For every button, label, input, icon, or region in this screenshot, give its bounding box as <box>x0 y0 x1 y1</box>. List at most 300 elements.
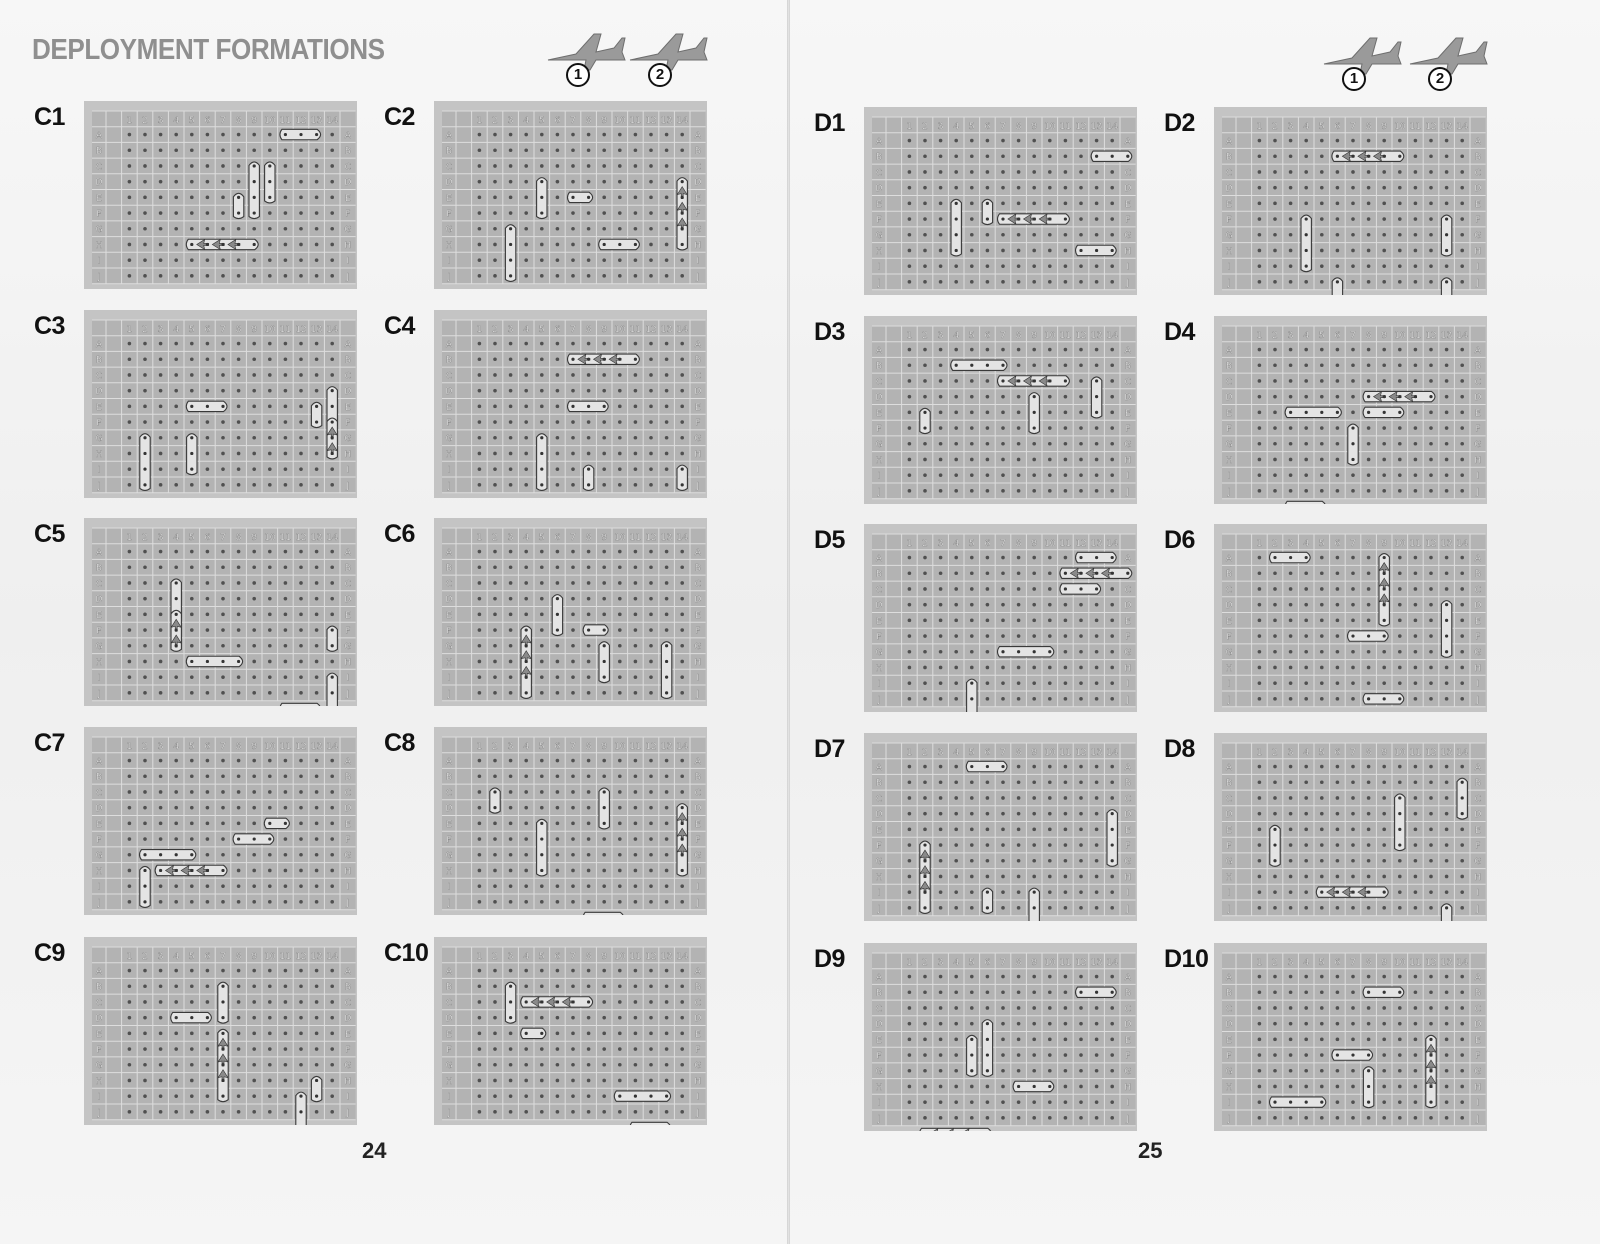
boat-ship <box>1301 215 1311 272</box>
formation-board <box>434 727 707 915</box>
peg-hole <box>252 436 256 440</box>
ship-peg <box>1414 395 1417 398</box>
peg-hole <box>1258 1116 1262 1120</box>
ship-peg <box>1111 249 1114 252</box>
peg-hole <box>1414 796 1418 800</box>
peg-hole <box>268 660 272 664</box>
column-label: 12 <box>1075 747 1087 758</box>
peg-hole <box>1273 796 1277 800</box>
peg-hole <box>1320 473 1324 477</box>
peg-hole <box>315 884 319 888</box>
row-label-left: A <box>95 967 103 978</box>
row-label-right: D <box>344 804 352 815</box>
peg-hole <box>159 258 163 262</box>
peg-hole <box>1079 975 1083 979</box>
peg-hole <box>315 373 319 377</box>
peg-hole <box>571 342 575 346</box>
board-svg <box>864 524 1137 712</box>
peg-hole <box>634 389 638 393</box>
peg-hole <box>540 1110 544 1114</box>
peg-hole <box>1289 139 1293 143</box>
row-label-left: C <box>95 998 103 1009</box>
peg-hole <box>268 274 272 278</box>
peg-hole <box>939 1053 943 1057</box>
peg-hole <box>237 483 241 487</box>
peg-hole <box>954 666 958 670</box>
peg-hole <box>1095 765 1099 769</box>
ship-peg <box>268 196 271 199</box>
peg-hole <box>618 436 622 440</box>
peg-hole <box>954 473 958 477</box>
ship-peg <box>1336 891 1339 894</box>
peg-hole <box>268 243 272 247</box>
peg-hole <box>1032 1038 1036 1042</box>
peg-hole <box>1289 697 1293 701</box>
column-label: 9 <box>251 532 258 543</box>
peg-hole <box>1367 473 1371 477</box>
peg-hole <box>571 180 575 184</box>
peg-hole <box>649 774 653 778</box>
row-label-right: H <box>344 449 352 460</box>
peg-hole <box>174 1079 178 1083</box>
peg-hole <box>284 1079 288 1083</box>
peg-hole <box>1398 1116 1402 1120</box>
peg-hole <box>587 550 591 554</box>
peg-hole <box>1032 202 1036 206</box>
player-number-badge: 2 <box>1428 67 1452 91</box>
ship-peg <box>681 806 684 809</box>
column-label: 7 <box>1000 121 1006 132</box>
peg-hole <box>330 1032 334 1036</box>
peg-hole <box>143 373 147 377</box>
peg-hole <box>587 1047 591 1051</box>
peg-hole <box>1048 765 1052 769</box>
formation-board <box>84 727 357 915</box>
peg-hole <box>923 217 927 221</box>
formation-board <box>1214 733 1487 921</box>
peg-hole <box>1289 154 1293 158</box>
row-label-left: H <box>1225 872 1233 883</box>
peg-hole <box>252 790 256 794</box>
peg-hole <box>174 196 178 200</box>
column-label: 10 <box>1394 538 1406 549</box>
column-label: 5 <box>188 532 195 543</box>
row-label-right: E <box>694 610 701 621</box>
row-label-left: E <box>446 193 452 204</box>
row-label-right: B <box>694 563 701 574</box>
peg-hole <box>330 774 334 778</box>
board-svg <box>864 316 1137 504</box>
peg-hole <box>143 613 147 617</box>
peg-hole <box>986 139 990 143</box>
peg-hole <box>159 1063 163 1067</box>
peg-hole <box>1110 1022 1114 1026</box>
boat-ship <box>1270 552 1311 562</box>
column-label: 2 <box>922 747 928 758</box>
row-label-left: I <box>97 465 101 476</box>
peg-hole <box>1351 379 1355 383</box>
ship-peg <box>1383 587 1386 590</box>
peg-hole <box>190 389 194 393</box>
boat-ship <box>966 761 1007 771</box>
peg-hole <box>1273 473 1277 477</box>
peg-hole <box>1110 1053 1114 1057</box>
ship-peg <box>175 597 178 600</box>
peg-hole <box>1367 1022 1371 1026</box>
peg-hole <box>954 1053 958 1057</box>
row-label-right: G <box>1474 231 1482 242</box>
ship-peg <box>1383 891 1386 894</box>
row-label-right: B <box>344 982 351 993</box>
ship-peg <box>1445 619 1448 622</box>
peg-hole <box>1382 202 1386 206</box>
ship-peg <box>618 243 621 246</box>
peg-hole <box>330 1063 334 1067</box>
row-label-right: F <box>345 1045 351 1056</box>
peg-hole <box>1382 442 1386 446</box>
row-label-right: H <box>1124 872 1132 883</box>
ship-peg <box>540 483 543 486</box>
peg-hole <box>954 765 958 769</box>
peg-hole <box>1032 619 1036 623</box>
peg-hole <box>540 420 544 424</box>
row-label-left: G <box>95 434 103 445</box>
peg-hole <box>190 227 194 231</box>
row-label-left: F <box>446 626 452 637</box>
peg-hole <box>923 395 927 399</box>
peg-hole <box>237 597 241 601</box>
peg-hole <box>159 1094 163 1098</box>
ship-peg <box>268 822 271 825</box>
peg-hole <box>1398 666 1402 670</box>
peg-hole <box>923 1100 927 1104</box>
peg-hole <box>1414 634 1418 638</box>
column-label: 4 <box>173 115 180 126</box>
peg-hole <box>1414 264 1418 268</box>
peg-hole <box>1351 1069 1355 1073</box>
peg-hole <box>330 243 334 247</box>
peg-hole <box>1414 765 1418 769</box>
peg-hole <box>330 227 334 231</box>
peg-hole <box>509 565 513 569</box>
peg-hole <box>1001 906 1005 910</box>
peg-hole <box>1095 975 1099 979</box>
peg-hole <box>1445 458 1449 462</box>
peg-hole <box>1414 139 1418 143</box>
formation-label: C8 <box>384 729 415 757</box>
ship-peg <box>634 243 637 246</box>
column-label: 8 <box>585 951 592 962</box>
peg-hole <box>1351 603 1355 607</box>
peg-hole <box>970 650 974 654</box>
peg-hole <box>1258 1038 1262 1042</box>
ship-peg <box>1273 1101 1276 1104</box>
peg-hole <box>1064 619 1068 623</box>
row-label-left: A <box>1225 554 1233 565</box>
row-label-right: D <box>1124 393 1132 404</box>
peg-hole <box>478 969 482 973</box>
ship-peg <box>540 452 543 455</box>
ship-peg <box>1001 379 1004 382</box>
row-label-left: D <box>1225 1020 1233 1031</box>
peg-hole <box>1079 473 1083 477</box>
peg-hole <box>634 900 638 904</box>
board-svg <box>434 518 707 706</box>
peg-hole <box>1336 264 1340 268</box>
peg-hole <box>159 405 163 409</box>
peg-hole <box>128 1000 132 1004</box>
peg-hole <box>680 420 684 424</box>
peg-hole <box>1398 619 1402 623</box>
peg-hole <box>128 1047 132 1051</box>
column-label: 7 <box>1000 330 1006 341</box>
row-label-left: B <box>95 146 103 157</box>
peg-hole <box>1064 906 1068 910</box>
peg-hole <box>908 906 912 910</box>
peg-hole <box>649 613 653 617</box>
column-label: 4 <box>523 532 530 543</box>
peg-hole <box>1110 603 1114 607</box>
peg-hole <box>478 660 482 664</box>
row-label-left: B <box>445 982 453 993</box>
peg-hole <box>571 869 575 873</box>
peg-hole <box>602 148 606 152</box>
peg-hole <box>1032 859 1036 863</box>
boat-ship <box>1441 601 1451 658</box>
carrier-ship <box>1426 1035 1436 1107</box>
peg-hole <box>1351 556 1355 560</box>
row-label-right: I <box>696 882 700 893</box>
peg-hole <box>330 467 334 471</box>
peg-hole <box>1273 186 1277 190</box>
column-label: 14 <box>1456 121 1468 132</box>
column-label: 11 <box>1409 957 1422 968</box>
peg-hole <box>1064 890 1068 894</box>
peg-hole <box>1289 890 1293 894</box>
peg-hole <box>939 202 943 206</box>
peg-hole <box>1414 348 1418 352</box>
peg-hole <box>602 853 606 857</box>
peg-hole <box>237 822 241 826</box>
column-label: 13 <box>1440 330 1453 341</box>
peg-hole <box>1367 489 1371 493</box>
peg-hole <box>587 822 591 826</box>
peg-hole <box>190 148 194 152</box>
peg-hole <box>1001 1100 1005 1104</box>
row-label-right: I <box>346 882 350 893</box>
peg-hole <box>1273 1053 1277 1057</box>
peg-hole <box>970 395 974 399</box>
column-label: 4 <box>523 951 530 962</box>
peg-hole <box>237 628 241 632</box>
ship-peg <box>1095 572 1098 575</box>
peg-hole <box>1445 828 1449 832</box>
column-label: 13 <box>1440 538 1453 549</box>
peg-hole <box>284 148 288 152</box>
peg-hole <box>1460 1085 1464 1089</box>
peg-hole <box>509 759 513 763</box>
ship-peg <box>190 452 193 455</box>
ship-peg <box>1336 1053 1339 1056</box>
peg-hole <box>330 984 334 988</box>
peg-hole <box>299 550 303 554</box>
row-label-right: A <box>1124 973 1131 984</box>
peg-hole <box>954 1085 958 1089</box>
boat-ship <box>233 193 243 218</box>
peg-hole <box>939 442 943 446</box>
ship-peg <box>1367 1053 1370 1056</box>
peg-hole <box>315 180 319 184</box>
row-label-left: E <box>876 616 882 627</box>
ship-peg <box>665 1095 668 1098</box>
peg-hole <box>1398 556 1402 560</box>
row-label-left: E <box>1226 408 1232 419</box>
peg-hole <box>1460 681 1464 685</box>
row-label-left: J <box>1227 1114 1231 1125</box>
ship-hull <box>1107 810 1117 867</box>
peg-hole <box>1095 217 1099 221</box>
ship-peg <box>1305 265 1308 268</box>
peg-hole <box>1095 650 1099 654</box>
column-label: 6 <box>204 115 211 126</box>
ship-peg <box>1305 1101 1308 1104</box>
peg-hole <box>478 1016 482 1020</box>
peg-hole <box>923 442 927 446</box>
peg-hole <box>1460 458 1464 462</box>
peg-hole <box>1414 812 1418 816</box>
column-label: 5 <box>968 538 975 549</box>
row-label-right: C <box>344 579 351 590</box>
row-label-right: F <box>695 209 701 220</box>
peg-hole <box>1398 473 1402 477</box>
ship-peg <box>1367 1085 1370 1088</box>
peg-hole <box>524 597 528 601</box>
peg-hole <box>634 691 638 695</box>
peg-hole <box>190 211 194 215</box>
peg-hole <box>1460 217 1464 221</box>
peg-hole <box>493 467 497 471</box>
peg-hole <box>923 348 927 352</box>
peg-hole <box>1445 1038 1449 1042</box>
boat-ship <box>1091 151 1132 161</box>
peg-hole <box>1064 796 1068 800</box>
row-label-right: A <box>1474 346 1481 357</box>
ship-peg <box>221 1000 224 1003</box>
page-number-left: 24 <box>362 1138 387 1163</box>
peg-hole <box>587 597 591 601</box>
peg-hole <box>1304 442 1308 446</box>
peg-hole <box>923 1006 927 1010</box>
peg-hole <box>174 806 178 810</box>
peg-hole <box>299 581 303 585</box>
peg-hole <box>587 869 591 873</box>
column-label: 11 <box>279 324 292 335</box>
peg-hole <box>1079 906 1083 910</box>
peg-hole <box>237 133 241 137</box>
peg-hole <box>128 759 132 763</box>
peg-hole <box>128 660 132 664</box>
peg-hole <box>571 227 575 231</box>
peg-hole <box>1398 489 1402 493</box>
row-label-left: F <box>446 418 452 429</box>
peg-hole <box>524 420 528 424</box>
column-label: 8 <box>585 741 592 752</box>
peg-hole <box>1351 666 1355 670</box>
peg-hole <box>190 774 194 778</box>
column-label: 11 <box>1409 538 1422 549</box>
peg-hole <box>680 405 684 409</box>
peg-hole <box>908 1006 912 1010</box>
peg-hole <box>493 550 497 554</box>
peg-hole <box>923 828 927 832</box>
peg-hole <box>1367 859 1371 863</box>
peg-hole <box>284 613 288 617</box>
peg-hole <box>649 691 653 695</box>
peg-hole <box>680 1110 684 1114</box>
peg-hole <box>908 619 912 623</box>
peg-hole <box>939 264 943 268</box>
peg-hole <box>1382 426 1386 430</box>
column-label: 11 <box>279 951 292 962</box>
peg-hole <box>206 357 210 361</box>
peg-hole <box>478 211 482 215</box>
player-1-jet-icon <box>546 30 626 94</box>
ship-peg <box>1429 395 1432 398</box>
peg-hole <box>509 1063 513 1067</box>
peg-hole <box>1304 634 1308 638</box>
peg-hole <box>268 774 272 778</box>
peg-hole <box>1048 489 1052 493</box>
peg-hole <box>1048 442 1052 446</box>
peg-hole <box>1258 202 1262 206</box>
peg-hole <box>237 675 241 679</box>
peg-hole <box>128 467 132 471</box>
peg-hole <box>221 483 225 487</box>
peg-hole <box>174 1063 178 1067</box>
peg-hole <box>268 1047 272 1051</box>
column-label: 14 <box>1456 538 1468 549</box>
ship-peg <box>299 1095 302 1098</box>
peg-hole <box>206 853 210 857</box>
peg-hole <box>1289 379 1293 383</box>
peg-hole <box>986 489 990 493</box>
peg-hole <box>299 869 303 873</box>
peg-hole <box>634 644 638 648</box>
peg-hole <box>315 452 319 456</box>
column-label: 11 <box>1059 121 1072 132</box>
peg-hole <box>174 483 178 487</box>
peg-hole <box>128 196 132 200</box>
ship-peg <box>1445 233 1448 236</box>
row-label-left: F <box>1226 215 1232 226</box>
row-label-left: D <box>95 178 103 189</box>
peg-hole <box>587 806 591 810</box>
peg-hole <box>159 806 163 810</box>
peg-hole <box>1382 796 1386 800</box>
peg-hole <box>1273 442 1277 446</box>
peg-hole <box>1095 473 1099 477</box>
peg-hole <box>923 233 927 237</box>
column-label: 10 <box>614 951 626 962</box>
peg-hole <box>1336 697 1340 701</box>
peg-hole <box>143 274 147 278</box>
peg-hole <box>1001 890 1005 894</box>
boat-ship <box>1270 825 1280 866</box>
peg-hole <box>128 853 132 857</box>
ship-peg <box>143 483 146 486</box>
row-label-left: B <box>875 988 883 999</box>
peg-hole <box>665 1063 669 1067</box>
